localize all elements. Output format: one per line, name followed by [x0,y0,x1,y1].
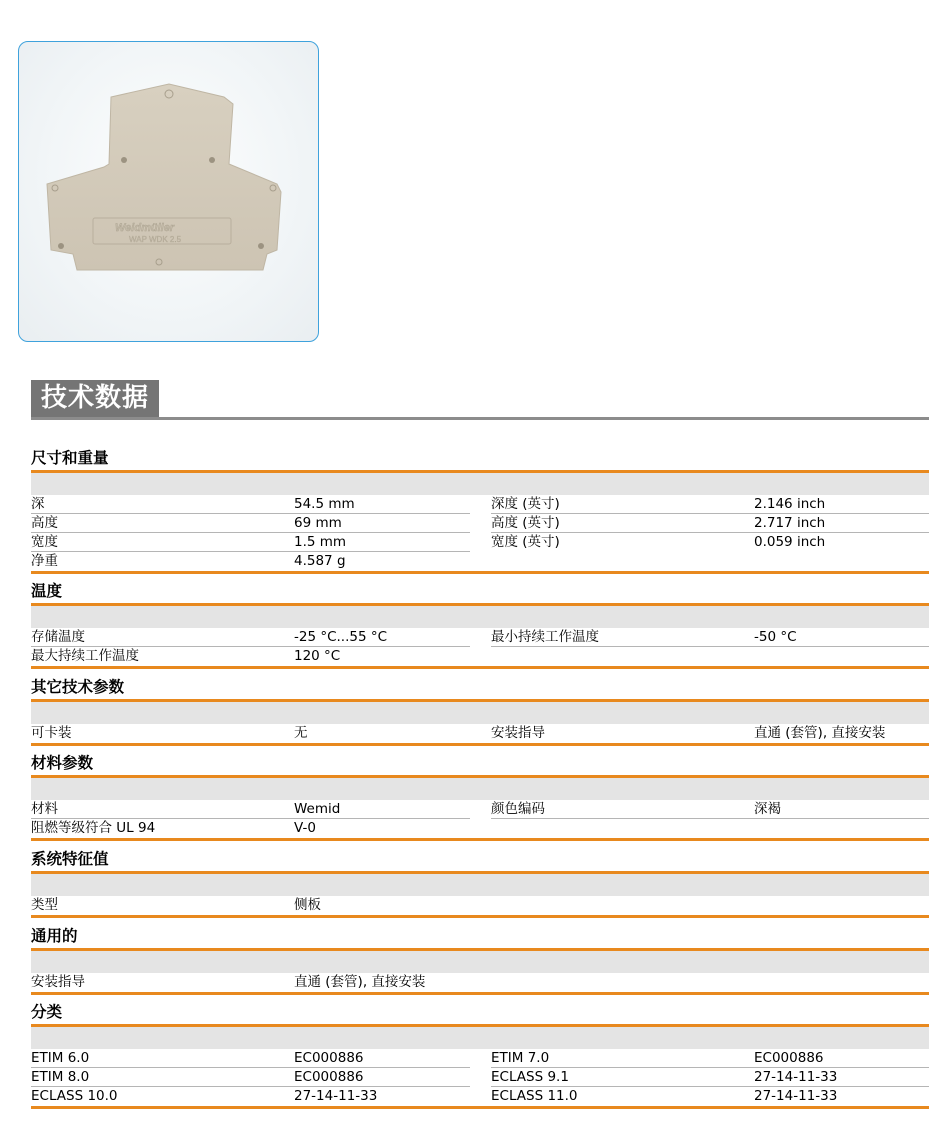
table-row [31,552,929,571]
row-value: -25 °C...55 °C [294,629,388,645]
table-row [31,1068,929,1087]
row-value: EC000886 [754,1050,824,1066]
section-title: 温度 [31,580,929,606]
row-value: 2.146 inch [754,496,826,512]
section-gray-bar [31,473,929,495]
row-label: 最大持续工作温度 [31,648,139,664]
row-label: 阻燃等级符合 UL 94 [31,820,156,836]
row-label: ETIM 8.0 [31,1069,90,1085]
row-label: 高度 [31,515,58,531]
section-gray-bar [31,1027,929,1049]
row-value: 4.587 g [294,553,346,569]
row-label: 安装指导 [491,725,545,741]
section-gray-bar [31,606,929,628]
row-value: 0.059 inch [754,534,826,550]
row-label: 净重 [31,553,58,569]
row-label: 材料 [31,801,58,817]
row-label: 可卡装 [31,725,72,741]
section-divider [31,571,929,574]
row-label: 高度 (英寸) [491,515,560,531]
section-gray-bar [31,874,929,896]
section-dimensions [31,447,929,574]
section-other-params [31,676,929,746]
row-label: ECLASS 10.0 [31,1088,118,1104]
table-row [31,1087,929,1106]
row-value: Wemid [294,801,341,817]
row-label: 宽度 (英寸) [491,534,560,550]
section-gray-bar [31,951,929,973]
row-value: 1.5 mm [294,534,347,550]
row-value: EC000886 [294,1069,364,1085]
table-row [31,1049,929,1068]
end-plate-image [19,42,319,342]
table-row [31,896,929,915]
row-value: 54.5 mm [294,496,355,512]
row-value: 深褐 [754,801,781,817]
model-emboss: WAP WDK 2.5 [129,235,182,244]
row-label: ETIM 7.0 [491,1050,550,1066]
section-title: 系统特征值 [31,848,929,874]
row-label: 类型 [31,897,58,913]
row-label: 深 [31,496,45,512]
row-value: 2.717 inch [754,515,826,531]
brand-emboss: Weidmüller [115,222,175,234]
section-title: 分类 [31,1001,929,1027]
row-value: 直通 (套管), 直接安装 [754,725,886,741]
row-label: 最小持续工作温度 [491,629,599,645]
section-title: 其它技术参数 [31,676,929,702]
section-gray-bar [31,702,929,724]
table-row [31,800,929,819]
section-divider [31,915,929,918]
row-label: 宽度 [31,534,58,550]
row-value: 直通 (套管), 直接安装 [294,974,426,990]
tech-data-title: 技术数据 [31,380,159,417]
row-value: 120 °C [294,648,341,664]
row-value: 侧板 [294,897,321,913]
row-value: 27-14-11-33 [754,1069,838,1085]
table-row [31,647,929,666]
row-label: ETIM 6.0 [31,1050,90,1066]
section-divider [31,838,929,841]
section-system [31,848,929,918]
section-classification [31,1001,929,1109]
table-row [31,628,929,647]
table-row [31,533,929,552]
section-title: 通用的 [31,925,929,951]
table-row [31,973,929,992]
row-label: 深度 (英寸) [491,496,560,512]
row-label: 颜色编码 [491,801,545,817]
table-row [31,819,929,838]
row-value: 27-14-11-33 [294,1088,378,1104]
table-row [31,514,929,533]
row-label: ECLASS 11.0 [491,1088,578,1104]
row-value: 69 mm [294,515,342,531]
section-general [31,925,929,995]
section-gray-bar [31,778,929,800]
row-label: 存储温度 [31,629,85,645]
row-value: -50 °C [754,629,797,645]
section-title: 材料参数 [31,752,929,778]
section-divider [31,743,929,746]
product-image-card [18,41,319,342]
row-value: EC000886 [294,1050,364,1066]
row-value: 无 [294,725,308,741]
section-divider [31,1106,929,1109]
tech-data-header [31,380,929,420]
section-divider [31,992,929,995]
section-material [31,752,929,841]
section-title: 尺寸和重量 [31,447,929,473]
section-temperature [31,580,929,669]
row-value: V-0 [294,820,316,836]
table-row [31,495,929,514]
row-label: ECLASS 9.1 [491,1069,569,1085]
table-row [31,724,929,743]
row-label: 安装指导 [31,974,85,990]
section-divider [31,666,929,669]
row-value: 27-14-11-33 [754,1088,838,1104]
